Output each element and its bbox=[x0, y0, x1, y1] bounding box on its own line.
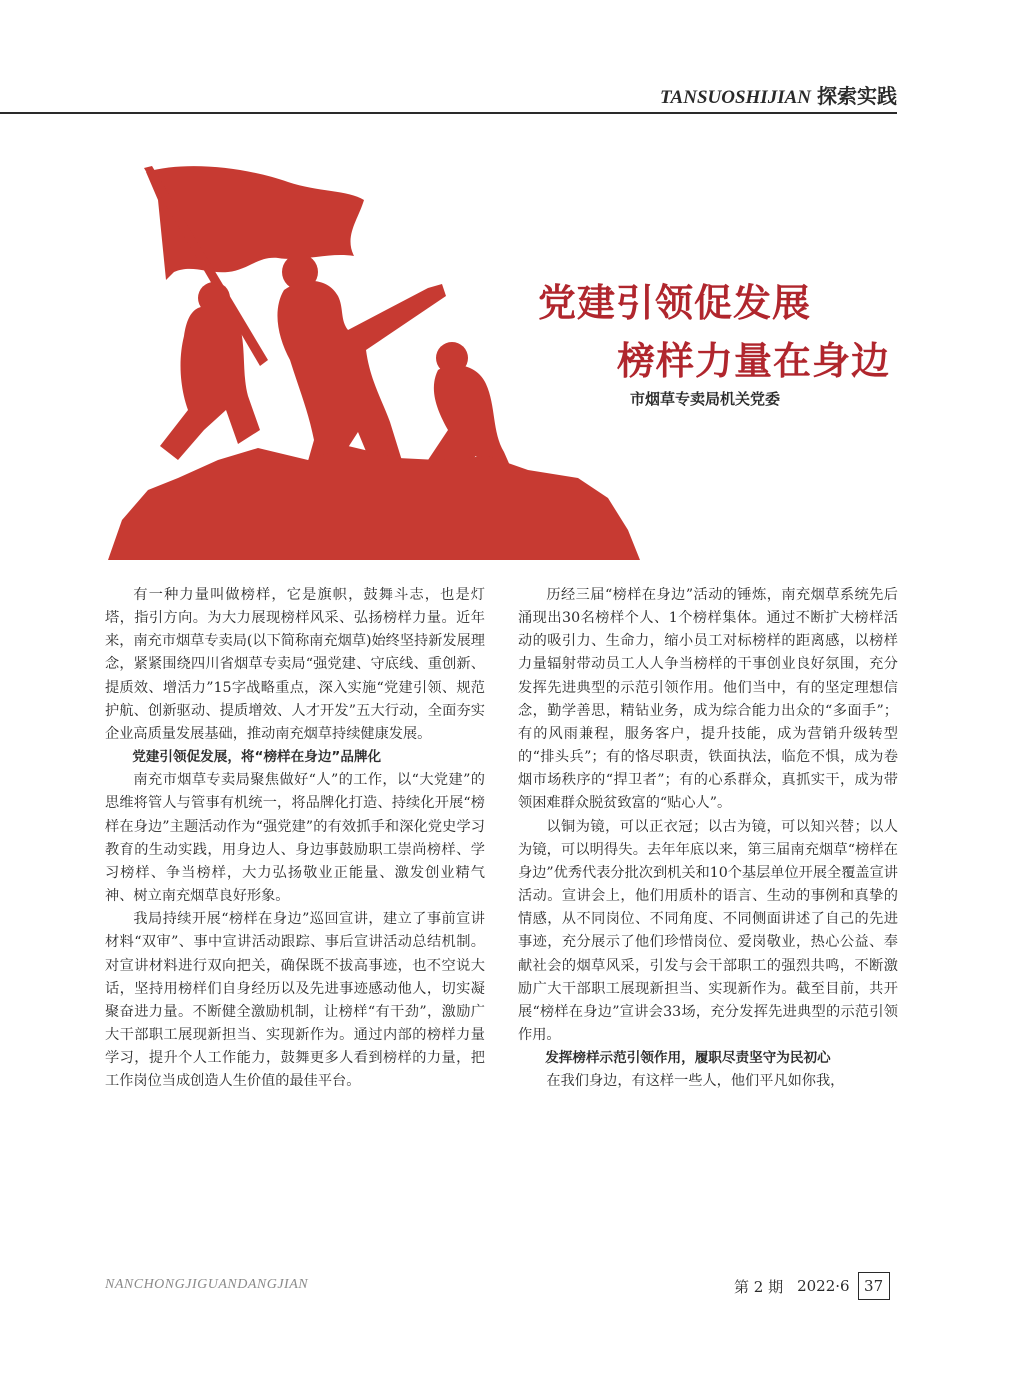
red-flag-statue-silhouette-icon bbox=[108, 160, 640, 560]
paragraph: 南充市烟草专卖局聚焦做好“人”的工作，以“大党建”的思维将管人与管事有机统一，将品牌化打造、持续化开展“榜样在身边”主题活动作为“强党建”的有效抓手和深化党史学习教育的生动实践，用身边人、身边事鼓励职工崇尚榜样、学习榜样、争当榜样，大力弘扬敬业正能量、激发创业精气神、树立南充烟草良好形象。 bbox=[105, 772, 485, 905]
section-label bbox=[660, 80, 897, 109]
section-label-en: TANSUOSHIJIAN bbox=[660, 87, 811, 108]
right-column bbox=[518, 584, 898, 1093]
issue-date: 2022·6 bbox=[797, 1277, 850, 1295]
paragraph: 我局持续开展“榜样在身边”巡回宣讲，建立了事前宣讲材料“双审”、事中宣讲活动跟踪、事后宣讲活动总结机制。对宣讲材料进行双向把关，确保既不拔高事迹，也不空说大话，坚持用榜样们自身经历以及先进事迹感动他人，切实凝聚奋进力量。不断健全激励机制，让榜样“有干劲”，激励广大干部职工展现新担当、实现新作为。通过内部的榜样力量学习，提升个人工作能力，鼓舞更多人看到榜样的力量，把工作岗位当成创造人生价值的最佳平台。 bbox=[105, 911, 485, 1090]
article-title-line1: 党建引领促发展 bbox=[538, 281, 812, 325]
section-label-zh: 探索实践 bbox=[817, 86, 897, 108]
subheading: 发挥榜样示范引领作用，履职尽责坚守为民初心 bbox=[545, 1050, 831, 1067]
journal-name: NANCHONGJIGUANDANGJIAN bbox=[105, 1277, 309, 1292]
issue-number: 第 2 期 bbox=[734, 1277, 784, 1296]
paragraph: 历经三届“榜样在身边”活动的锤炼，南充烟草系统先后涌现出30名榜样个人、1个榜样集体。通过不断扩大榜样活动的吸引力、生命力，缩小员工对标榜样的距离感，以榜样力量辐射带动员工人人争当榜样的干事创业良好氛围，充分发挥先进典型的示范引领作用。他们当中，有的坚定理想信念，勤学善思，精钻业务，成为综合能力出众的“多面手”；有的风雨兼程，服务客户，提升技能，成为营销升级转型的“排头兵”；有的恪尽职责，铁面执法，临危不惧，成为卷烟市场秩序的“捍卫者”；有的心系群众，真抓实干，成为带领困难群众脱贫致富的“贴心人”。 bbox=[518, 587, 898, 812]
left-column bbox=[105, 584, 485, 1093]
paragraph: 在我们身边，有这样一些人，他们平凡如你我， bbox=[546, 1073, 845, 1090]
article-author: 市烟草专卖局机关党委 bbox=[630, 390, 781, 408]
paragraph: 以铜为镜，可以正衣冠；以古为镜，可以知兴替；以人为镜，可以明得失。去年年底以来，第三届南充烟草“榜样在身边”优秀代表分批次到机关和10个基层单位开展全覆盖宣讲活动。宣讲会上，他们用质朴的语言、生动的事例和真挚的情感，从不同岗位、不同角度、不同侧面讲述了自己的先进事迹，充分展示了他们珍惜岗位、爱岗敬业，热心公益、奉献社会的烟草风采，引发与会干部职工的强烈共鸣，不断激励广大干部职工展现新担当、实现新作为。截至目前，共开展“榜样在身边”宣讲会33场，充分发挥先进典型的示范引领作用。 bbox=[518, 818, 898, 1043]
page-header bbox=[0, 74, 897, 114]
paragraph: 有一种力量叫做榜样，它是旗帜，鼓舞斗志，也是灯塔，指引方向。为大力展现榜样风采、弘扬榜样力量。近年来，南充市烟草专卖局(以下简称南充烟草)始终坚持新发展理念，紧紧围绕四川省烟草专卖局“强党建、守底线、重创新、提质效、增活力”15字战略重点，深入实施“党建引领、规范护航、创新驱动、提质增效、人才开发”五大行动，全面夯实企业高质量发展基础，推动南充烟草持续健康发展。 bbox=[105, 587, 485, 742]
page-footer bbox=[734, 1272, 890, 1300]
subheading: 党建引领促发展，将“榜样在身边”品牌化 bbox=[132, 749, 382, 766]
page-number: 37 bbox=[858, 1272, 890, 1300]
article-title-line2: 榜样力量在身边 bbox=[617, 339, 891, 383]
